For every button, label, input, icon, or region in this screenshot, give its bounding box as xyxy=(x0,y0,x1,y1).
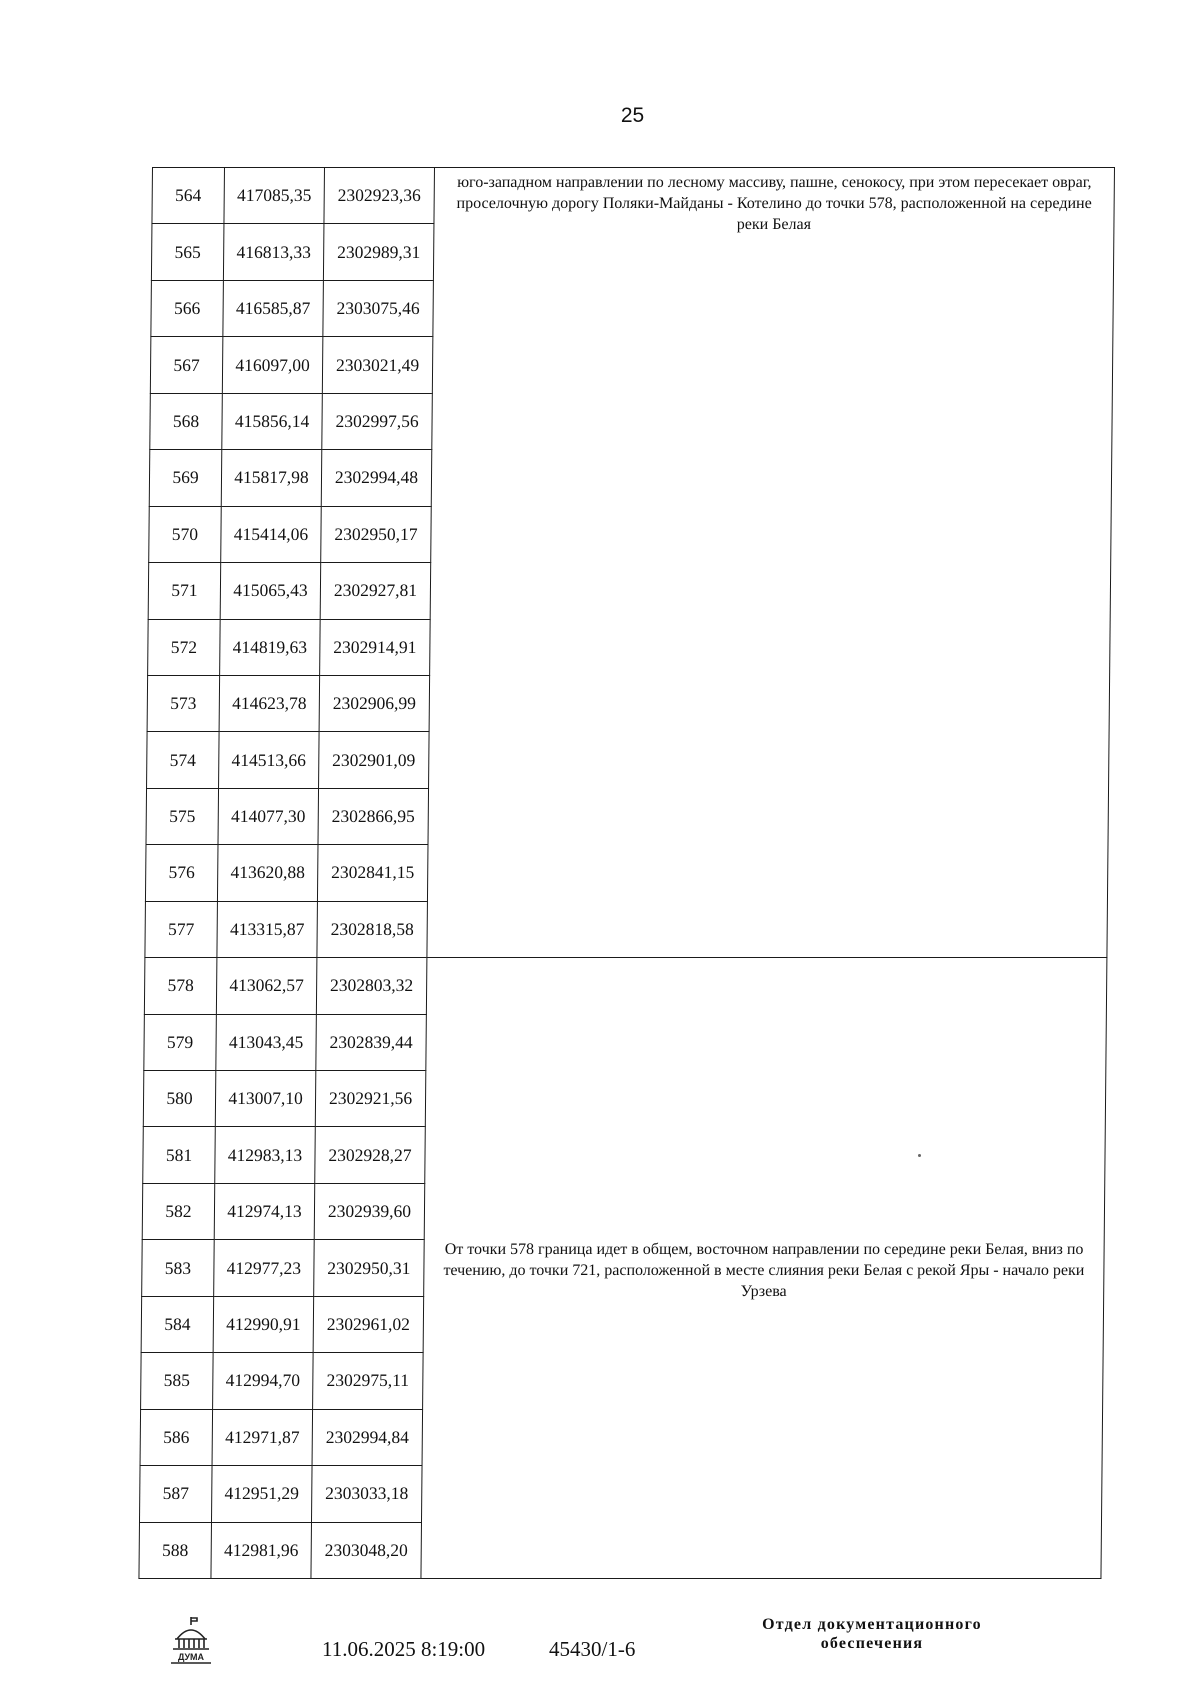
coordinates-table-body xyxy=(139,168,1115,1579)
x-coordinate-cell: 414819,63 xyxy=(220,619,321,675)
y-coordinate-cell: 2302989,31 xyxy=(323,224,434,280)
coordinates-table xyxy=(138,167,1115,1579)
page-number: 25 xyxy=(620,104,645,127)
duma-logo-text: ДУМА xyxy=(177,1652,205,1662)
y-coordinate-cell: 2302994,48 xyxy=(321,450,432,506)
x-coordinate-cell: 416097,00 xyxy=(222,337,323,393)
x-coordinate-cell: 413620,88 xyxy=(217,845,318,901)
x-coordinate-cell: 413007,10 xyxy=(215,1071,316,1127)
y-coordinate-cell: 2302906,99 xyxy=(319,675,430,731)
y-coordinate-cell: 2302997,56 xyxy=(322,393,433,449)
boundary-description-cell: юго-западном направлении по лесному массиву, пашне, сенокосу, при этом пересекает овраг, проселочную дорогу Поляки-Майданы - Котелино до точки 578, расположенной на середине реки Белая xyxy=(427,168,1115,958)
y-coordinate-cell: 2303075,46 xyxy=(323,280,434,336)
point-number-cell: 575 xyxy=(146,788,219,844)
y-coordinate-cell: 2303021,49 xyxy=(322,337,433,393)
x-coordinate-cell: 414077,30 xyxy=(218,788,319,844)
y-coordinate-cell: 2302939,60 xyxy=(314,1183,425,1239)
y-coordinate-cell: 2302841,15 xyxy=(317,845,428,901)
point-number-cell: 571 xyxy=(148,563,221,619)
y-coordinate-cell: 2302901,09 xyxy=(319,732,430,788)
table-row xyxy=(152,168,1115,224)
x-coordinate-cell: 412990,91 xyxy=(213,1296,314,1352)
point-number-cell: 588 xyxy=(139,1522,212,1579)
x-coordinate-cell: 412977,23 xyxy=(214,1240,315,1296)
point-number-cell: 576 xyxy=(145,845,218,901)
x-coordinate-cell: 416813,33 xyxy=(223,224,324,280)
x-coordinate-cell: 413062,57 xyxy=(216,958,317,1014)
x-coordinate-cell: 412974,13 xyxy=(214,1183,315,1239)
x-coordinate-cell: 415817,98 xyxy=(221,450,322,506)
footer-department-line1: Отдел документационного xyxy=(762,1616,982,1633)
footer-document-number: 45430/1-6 xyxy=(549,1637,636,1661)
x-coordinate-cell: 415065,43 xyxy=(220,563,321,619)
x-coordinate-cell: 413315,87 xyxy=(217,901,318,957)
table-row xyxy=(144,958,1107,1014)
boundary-description-cell: От точки 578 граница идет в общем, восточном направлении по середине реки Белая, вниз по течению, до точки 721, расположенной в месте слияния реки Белая с рекой Яры - начало реки Урзева xyxy=(421,958,1107,1579)
y-coordinate-cell: 2302994,84 xyxy=(312,1409,423,1465)
point-number-cell: 580 xyxy=(143,1071,216,1127)
y-coordinate-cell: 2302961,02 xyxy=(313,1296,424,1352)
point-number-cell: 582 xyxy=(142,1183,215,1239)
point-number-cell: 577 xyxy=(145,901,218,957)
x-coordinate-cell: 416585,87 xyxy=(223,280,324,336)
point-number-cell: 574 xyxy=(147,732,220,788)
x-coordinate-cell: 412971,87 xyxy=(212,1409,313,1465)
y-coordinate-cell: 2302803,32 xyxy=(316,958,427,1014)
x-coordinate-cell: 415414,06 xyxy=(221,506,322,562)
point-number-cell: 579 xyxy=(144,1014,217,1070)
point-number-cell: 581 xyxy=(143,1127,216,1183)
point-number-cell: 568 xyxy=(150,393,223,449)
point-number-cell: 567 xyxy=(150,337,223,393)
duma-logo xyxy=(168,1615,214,1667)
x-coordinate-cell: 414513,66 xyxy=(219,732,320,788)
point-number-cell: 585 xyxy=(141,1353,214,1409)
y-coordinate-cell: 2302818,58 xyxy=(317,901,428,957)
x-coordinate-cell: 417085,35 xyxy=(224,168,325,224)
y-coordinate-cell: 2302927,81 xyxy=(320,563,431,619)
y-coordinate-cell: 2302950,31 xyxy=(314,1240,425,1296)
y-coordinate-cell: 2302928,27 xyxy=(315,1127,426,1183)
point-number-cell: 564 xyxy=(152,168,225,224)
point-number-cell: 570 xyxy=(149,506,222,562)
x-coordinate-cell: 415856,14 xyxy=(222,393,323,449)
point-number-cell: 572 xyxy=(148,619,221,675)
y-coordinate-cell: 2302975,11 xyxy=(313,1353,424,1409)
y-coordinate-cell: 2302950,17 xyxy=(321,506,432,562)
coordinates-table-wrapper xyxy=(152,167,1115,1579)
point-number-cell: 587 xyxy=(139,1466,212,1522)
y-coordinate-cell: 2303048,20 xyxy=(311,1522,422,1579)
footer-datetime: 11.06.2025 8:19:00 xyxy=(322,1637,486,1661)
y-coordinate-cell: 2302866,95 xyxy=(318,788,429,844)
y-coordinate-cell: 2302921,56 xyxy=(315,1071,426,1127)
point-number-cell: 569 xyxy=(149,450,222,506)
x-coordinate-cell: 412994,70 xyxy=(213,1353,314,1409)
y-coordinate-cell: 2302839,44 xyxy=(316,1014,427,1070)
y-coordinate-cell: 2302923,36 xyxy=(324,168,435,224)
point-number-cell: 573 xyxy=(147,675,220,731)
x-coordinate-cell: 414623,78 xyxy=(219,675,320,731)
footer-department-line2: обеспечения xyxy=(820,1635,924,1652)
point-number-cell: 586 xyxy=(140,1409,213,1465)
scan-speck xyxy=(918,1154,921,1157)
y-coordinate-cell: 2303033,18 xyxy=(311,1466,422,1522)
point-number-cell: 583 xyxy=(142,1240,215,1296)
x-coordinate-cell: 412951,29 xyxy=(211,1466,312,1522)
footer-department-stamp xyxy=(712,1615,1032,1653)
point-number-cell: 584 xyxy=(141,1296,214,1352)
x-coordinate-cell: 412983,13 xyxy=(215,1127,316,1183)
y-coordinate-cell: 2302914,91 xyxy=(320,619,431,675)
x-coordinate-cell: 412981,96 xyxy=(211,1522,312,1579)
point-number-cell: 578 xyxy=(144,958,217,1014)
x-coordinate-cell: 413043,45 xyxy=(216,1014,317,1070)
point-number-cell: 566 xyxy=(151,280,224,336)
point-number-cell: 565 xyxy=(151,224,224,280)
